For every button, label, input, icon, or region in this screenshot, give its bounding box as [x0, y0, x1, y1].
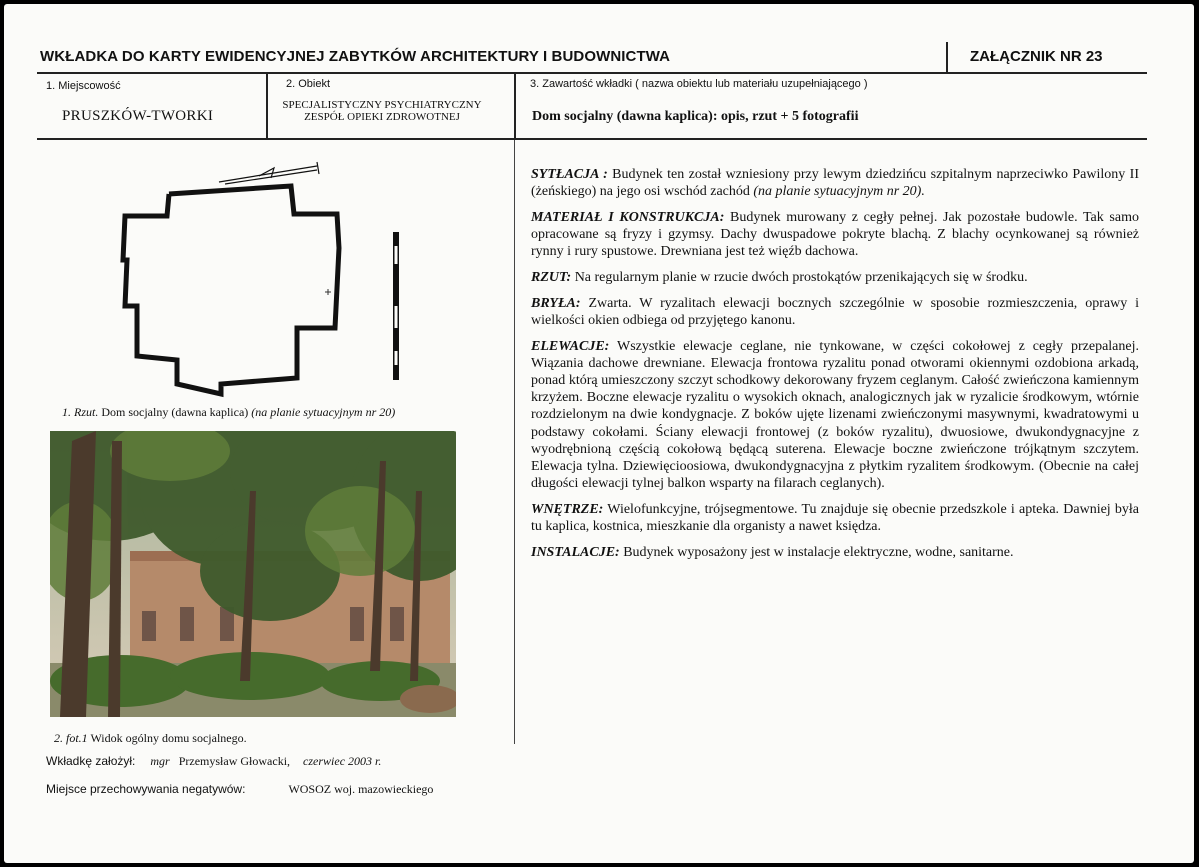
document-title: WKŁADKA DO KARTY EWIDENCYJNEJ ZABYTKÓW ARCHITEKTURY I BUDOWNICTWA	[40, 48, 671, 65]
author-row	[46, 754, 381, 769]
plan-mark-icon	[325, 289, 331, 295]
storage-row	[46, 782, 433, 797]
north-arrow-icon	[219, 162, 319, 184]
section-interior: WNĘTRZE: Wielofunkcyjne, trójsegmentowe. Tu znajduje się obecnie przedszkole i apteka. Dawniej była tu kaplica, kostnica, mieszkanie dla organisty a nawet księdza.	[531, 501, 1139, 535]
locality-label: 1. Miejscowość	[46, 80, 121, 92]
contents-label: 3. Zawartość wkładki ( nazwa obiektu lub materiału uzupełniającego )	[530, 78, 868, 90]
section-mass: BRYŁA: Zwarta. W ryzalitach elewacji bocznych szczególnie w sposobie rozmieszczenia, oprawy i wielkości okien odbiega od przyjętego kanonu.	[531, 295, 1139, 328]
section-installations: INSTALACJE: Budynek wyposażony jest w instalacje elektryczne, wodne, sanitarne.	[531, 544, 1014, 560]
document-sheet	[4, 4, 1194, 863]
building-photo	[50, 431, 456, 717]
header-rule	[37, 72, 1147, 74]
section-elevations: ELEWACJE: Wszystkie elewacje ceglane, nie tynkowane, w części cokołowej z cegły przepalanej. Wiązania dachowe drewniane. Elewacja frontowa ryzalitu ponad otworami okiennymi ozdobiona arkadą, ponad którą umieszczony szczyt schodkowy dekorowany fryzem ceglanym. Całość zwieńczona kamiennym krzyżem. Boczne elewacje ryzalitu o wysokich oknach, analogicznych jak w ryzalicie środkowym, wtórnie rozdzielonym na dwie kondygnacje. Z boków ujęte lizenami zwieńczonymi masywnymi, kwadratowymi u podstawy cokołami. Ściany elewacji frontowej (z boków ryzalitu), dwuosiowe, dwukondygnacyjne z wyodrębnioną częścią cokołową będącą suterena. Elewacje boczne zwieńczone trójkątnym szczytem. Elewacja tylna. Dziewięcioosiowa, dwukondygnacyjna z płytkim ryzalitem środkowym. (Obecnie na całej długości elewacji tylnej balkon wsparty na filarach ceglanych).	[531, 338, 1139, 492]
field-divider-2	[514, 74, 516, 140]
section-plan: RZUT: Na regularnym planie w rzucie dwóch prostokątów przenikających się w środku.	[531, 270, 1028, 286]
column-divider	[514, 140, 515, 744]
locality-value: PRUSZKÓW-TWORKI	[62, 108, 214, 124]
storage-value: WOSOZ woj. mazowieckiego	[288, 782, 434, 796]
contents-value: Dom socjalny (dawna kaplica): opis, rzut + 5 fotografii	[532, 109, 859, 124]
author-label: Wkładkę założył:	[46, 754, 136, 768]
annex-number: ZAŁĄCZNIK NR 23	[970, 48, 1103, 65]
section-material: MATERIAŁ I KONSTRUKCJA: Budynek murowany z cegły pełnej. Jak pozostałe budowle. Tak samo opracowane są fryzy i gzymsy. Dachy dwuspadowe pokryte blachą. Z blachy ocynkowanej są również rynny i rury spustowe. Drewniana jest też więźb dachowa.	[531, 209, 1139, 260]
author-title: mgr	[150, 754, 170, 768]
author-name: Przemysław Głowacki,	[178, 754, 291, 768]
storage-label: Miejsce przechowywania negatywów:	[46, 782, 246, 796]
plan-caption: 1. Rzut. Dom socjalny (dawna kaplica) (na planie sytuacyjnym nr 20)	[62, 405, 396, 419]
fields-rule	[37, 138, 1147, 140]
photo-caption: 2. fot.1 Widok ogólny domu socjalnego.	[54, 731, 247, 745]
floor-plan-drawing	[109, 156, 409, 398]
floor-plan-outline	[123, 186, 339, 394]
description-column	[531, 166, 1139, 570]
section-situation: SYTŁACJA : Budynek ten został wzniesiony przy lewym dziedzińcu szpitalnym naprzeciwko Pawilony II (żeńskiego) na jego osi wschód zachód (na planie sytuacyjnym nr 20).	[531, 167, 1139, 200]
author-date: czerwiec 2003 r.	[303, 754, 382, 768]
object-label: 2. Obiekt	[286, 78, 331, 90]
header-divider	[946, 42, 948, 72]
object-value: SPECJALISTYCZNY PSYCHIATRYCZNY ZESPÓŁ OPIEKI ZDROWOTNEJ	[282, 99, 482, 123]
